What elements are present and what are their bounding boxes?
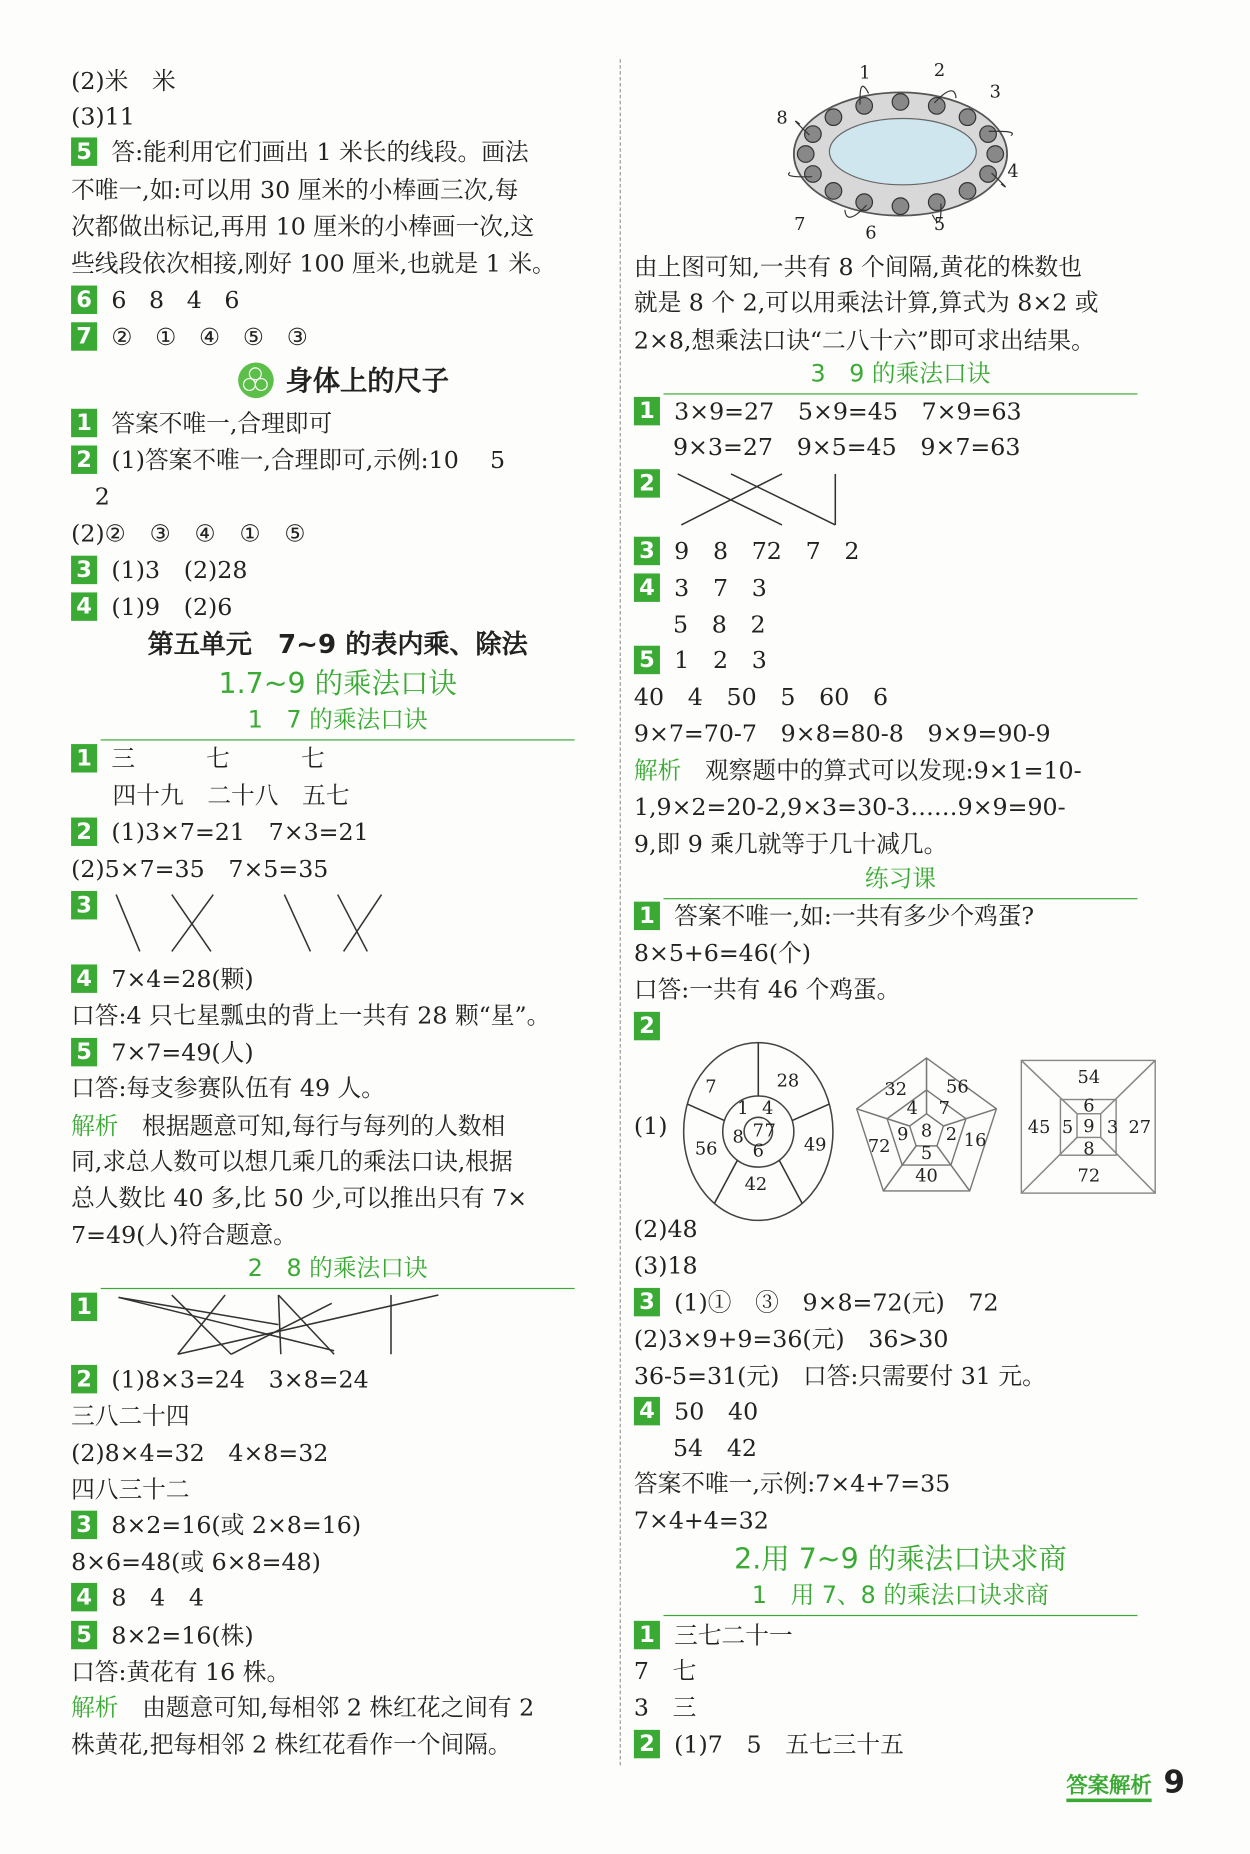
figure-line <box>937 1146 970 1191</box>
answer-line <box>71 1507 361 1543</box>
flower-icon <box>856 98 873 115</box>
figure-number: 8 <box>732 1127 744 1148</box>
question-number-badge: 4 <box>71 964 97 992</box>
figure-line <box>116 895 140 952</box>
flower-icon <box>987 146 1004 163</box>
line-text: 2.用 7~9 的乘法口诀求商 <box>734 1542 1067 1576</box>
section-heading <box>101 666 575 702</box>
answer-line <box>71 1108 505 1144</box>
line-text: 四十九 二十八 五七 <box>112 780 350 810</box>
line-text: 由题意可知,每相邻 2 株红花之间有 2 <box>142 1693 535 1722</box>
question-number-badge: 4 <box>634 573 660 601</box>
line-text: 7 七 <box>633 1656 697 1685</box>
line-text: 54 42 <box>672 1433 757 1463</box>
answer-line <box>113 777 350 813</box>
figure-line <box>714 1160 737 1203</box>
line-text: 9 8 72 7 2 <box>674 536 860 566</box>
answer-line <box>634 1211 698 1247</box>
answer-line <box>71 814 369 850</box>
interval-label: 4 <box>1007 161 1019 182</box>
answer-line <box>634 1108 668 1144</box>
line-text: 1.7~9 的乘法口诀 <box>218 667 457 701</box>
question-number-badge: 5 <box>634 645 660 673</box>
line-text: 8 4 4 <box>111 1582 205 1612</box>
figure-number: 56 <box>946 1077 969 1098</box>
answer-line <box>71 1579 204 1615</box>
answer-line <box>71 319 308 355</box>
line-text: (2)5×7=35 7×5=35 <box>71 854 329 883</box>
question-number-badge: 1 <box>71 1292 97 1320</box>
answer-line <box>634 249 1082 285</box>
line-text: 同,求总人数可以想几乘几的乘法口诀,根据 <box>71 1146 513 1176</box>
answer-line <box>634 1690 696 1726</box>
answer-line <box>71 172 518 208</box>
question-number-badge: 2 <box>634 1729 660 1757</box>
question-number-badge: 3 <box>71 555 97 583</box>
answer-line <box>71 134 529 170</box>
figure-number: 9 <box>897 1125 909 1146</box>
line-text: 2×8,想乘法口诀“二八十六”即可求出结果。 <box>633 325 1095 355</box>
question-number-badge: 2 <box>71 1364 97 1392</box>
question-number-badge: 5 <box>71 137 97 165</box>
answer-line <box>634 1321 949 1357</box>
line-text: (3)18 <box>633 1251 698 1280</box>
line-text: 口答:4 只七星瓢虫的背上一共有 28 颗“星”。 <box>71 1001 551 1030</box>
figure-number: 3 <box>1106 1117 1119 1138</box>
figure-number: 5 <box>920 1144 933 1165</box>
answer-line <box>71 552 247 588</box>
line-text: (2)② ③ ④ ① ⑤ <box>71 518 306 548</box>
answer-line <box>71 589 232 625</box>
cloverleaf-icon <box>238 362 274 398</box>
answer-line <box>634 1502 769 1538</box>
figure-number: 6 <box>1083 1096 1095 1117</box>
answer-line <box>71 442 505 478</box>
answer-line <box>634 1393 758 1429</box>
page-number: 9 <box>1163 1765 1185 1801</box>
answer-line <box>634 972 900 1008</box>
line-text: 7×4+4=32 <box>633 1505 769 1535</box>
question-number-badge: 1 <box>71 408 97 436</box>
flower-icon <box>825 109 842 126</box>
figure-number: 27 <box>1128 1117 1152 1138</box>
answer-line <box>634 322 1095 358</box>
line-text: (1)答案不唯一,合理即可,示例:10 5 <box>111 445 506 474</box>
line-text: 总人数比 40 多,比 50 少,可以推出只有 7× <box>71 1183 528 1213</box>
line-text: 答案不唯一,示例:7×4+7=35 <box>633 1469 951 1498</box>
answer-line <box>634 393 1022 429</box>
section-heading <box>664 358 1138 395</box>
answer-line <box>71 1398 189 1434</box>
section-heading <box>664 863 1138 900</box>
question-number-badge: 3 <box>634 536 660 564</box>
answer-line <box>71 98 135 134</box>
line-text: (1)3 (2)28 <box>111 555 248 585</box>
line-text: 7=49(人)符合题意。 <box>71 1220 297 1249</box>
question-number-badge: 2 <box>71 445 97 473</box>
answer-line <box>71 1544 321 1580</box>
question-number-badge: 2 <box>634 1011 660 1039</box>
answer-line <box>634 284 1099 320</box>
line-text: (2)8×4=32 4×8=32 <box>71 1438 329 1467</box>
figure-number: 49 <box>803 1135 827 1156</box>
line-text: 答案不唯一,如:一共有多少个鸡蛋? <box>674 901 1035 931</box>
answer-line <box>71 961 254 997</box>
figure-line <box>178 1295 439 1354</box>
figure-number: 72 <box>1077 1166 1101 1187</box>
question-number-badge: 3 <box>71 1510 97 1538</box>
line-text: 3×9=27 5×9=45 7×9=63 <box>674 396 1022 426</box>
figure-number: 7 <box>764 1121 776 1142</box>
figure-number: 7 <box>938 1099 950 1120</box>
figure-line <box>1021 1137 1077 1193</box>
answer-line <box>634 1008 674 1044</box>
flower-icon <box>805 166 822 183</box>
answer-line <box>634 466 674 502</box>
section-heading <box>107 364 581 400</box>
line-text: (1)9 (2)6 <box>111 592 233 621</box>
answer-line <box>71 741 325 777</box>
answer-line <box>71 405 332 441</box>
flower-icon <box>959 183 976 200</box>
line-text: 1 7 的乘法口诀 <box>247 704 428 734</box>
question-number-badge: 1 <box>634 1620 660 1648</box>
line-text: 36-5=31(元) 口答:只需要付 31 元。 <box>633 1361 1046 1390</box>
answer-line <box>71 282 239 318</box>
figure-number: 9 <box>1083 1116 1095 1137</box>
section-heading <box>101 704 575 741</box>
answer-line <box>71 245 556 281</box>
answer-line <box>71 998 550 1034</box>
line-text: 就是 8 个 2,可以用乘法计算,算式为 8×2 或 <box>633 287 1099 317</box>
question-number-badge: 5 <box>71 1037 97 1065</box>
line-text: 1,9×2=20-2,9×3=30-3……9×9=90- <box>633 792 1066 822</box>
answer-line <box>634 1653 696 1689</box>
line-text: 7×7=49(人) <box>111 1037 254 1067</box>
flower-icon <box>892 198 909 215</box>
figure-number: 40 <box>915 1166 938 1187</box>
figure-line <box>943 1109 996 1126</box>
figure-number: 16 <box>963 1130 987 1151</box>
line-text: 7×4=28(颗) <box>111 964 254 993</box>
question-number-badge: 3 <box>71 890 97 918</box>
answer-line <box>71 1690 534 1726</box>
analysis-label: 解析 <box>633 755 682 785</box>
answer-line <box>634 716 1051 752</box>
figure-number: 45 <box>1027 1117 1051 1138</box>
line-text: 不唯一,如:可以用 30 厘米的小棒画三次,每 <box>71 175 519 204</box>
figure-number: 56 <box>694 1139 718 1160</box>
question-number-badge: 4 <box>71 592 97 620</box>
line-text: 些线段依次相接,刚好 100 厘米,也就是 1 米。 <box>71 248 556 278</box>
answer-line <box>634 1466 950 1502</box>
answer-line <box>71 1654 290 1690</box>
figure-line <box>1101 1137 1156 1193</box>
line-text: 身体上的尺子 <box>285 366 450 397</box>
answer-line <box>634 1617 793 1653</box>
answer-line <box>71 1726 512 1762</box>
line-text: 6 8 4 6 <box>111 285 240 314</box>
interval-label: 8 <box>776 108 788 129</box>
answer-line <box>634 789 1066 825</box>
line-text: 5 8 2 <box>672 610 766 639</box>
figure-number: 4 <box>906 1099 918 1120</box>
answer-line <box>71 1289 111 1325</box>
line-text: 9×7=70-7 9×8=80-8 9×9=90-9 <box>633 719 1051 748</box>
figure-line <box>1021 1060 1077 1113</box>
answer-line <box>71 1435 328 1471</box>
answer-line <box>71 1070 385 1106</box>
interval-label: 7 <box>794 215 806 236</box>
line-text: ② ① ④ ⑤ ③ <box>111 322 308 351</box>
figure-line <box>779 1160 802 1203</box>
answer-line <box>673 607 766 643</box>
interval-label: 6 <box>865 223 877 244</box>
answer-line <box>634 826 947 862</box>
interval-label: 2 <box>933 61 946 82</box>
figure-line <box>1101 1060 1156 1113</box>
figure-number: 1 <box>737 1099 749 1120</box>
line-text: (2)3×9+9=36(元) 36>30 <box>633 1324 949 1354</box>
analysis-label: 解析 <box>71 1111 119 1140</box>
line-text: 3 7 3 <box>674 573 767 602</box>
answer-line <box>634 1284 999 1320</box>
answer-line <box>71 515 306 551</box>
flower-icon <box>797 146 814 163</box>
line-text: (2)48 <box>633 1214 698 1243</box>
line-text: 8×2=16(株) <box>111 1620 254 1650</box>
line-text: 2 8 的乘法口诀 <box>247 1253 428 1282</box>
line-text: 3 9 的乘法口诀 <box>810 359 991 388</box>
figure-line <box>731 474 835 525</box>
line-text: (1) <box>633 1111 668 1140</box>
answer-line <box>71 1361 369 1397</box>
answer-line <box>634 1248 698 1284</box>
figure-number: 8 <box>920 1121 933 1142</box>
question-number-badge: 2 <box>634 469 660 497</box>
figure-number: 7 <box>705 1077 717 1098</box>
flower-icon <box>980 166 997 183</box>
analysis-label: 解析 <box>71 1693 119 1722</box>
question-number-badge: 2 <box>71 817 97 845</box>
flower-icon <box>892 94 909 111</box>
question-number-badge: 6 <box>71 285 97 313</box>
line-text: 2 <box>94 482 110 511</box>
line-text: 9×3=27 9×5=45 9×7=63 <box>672 432 1021 461</box>
figure-number: 2 <box>945 1125 958 1146</box>
answer-line <box>634 1358 1046 1394</box>
line-text: (1)3×7=21 7×3=21 <box>111 817 369 846</box>
line-text: 3 三 <box>633 1693 697 1722</box>
line-text: 1 2 3 <box>674 645 767 675</box>
answer-line <box>71 1180 527 1216</box>
line-text: 株黄花,把每相邻 2 株红花看作一个间隔。 <box>71 1729 512 1759</box>
answer-line <box>634 935 811 971</box>
line-text: 答案不唯一,合理即可 <box>111 408 333 438</box>
flower-icon <box>825 183 842 200</box>
section-heading <box>664 1541 1138 1577</box>
interval-label: 5 <box>933 215 946 236</box>
interval-label: 1 <box>859 63 871 84</box>
answer-line <box>634 1726 904 1762</box>
figure-number: 72 <box>867 1136 891 1157</box>
answer-line <box>673 1430 757 1466</box>
figure-number: 54 <box>1077 1068 1101 1089</box>
question-number-badge: 1 <box>634 396 660 424</box>
figure-number: 6 <box>752 1141 764 1162</box>
line-text: 口答:每支参赛队伍有 49 人。 <box>71 1073 385 1102</box>
answer-line <box>71 887 111 923</box>
figure-number: 32 <box>884 1080 908 1101</box>
line-text: 9,即 9 乘几就等于几十减几。 <box>633 829 948 858</box>
line-text: 8×5+6=46(个) <box>633 938 812 967</box>
pond <box>829 118 976 184</box>
line-text: 由上图可知,一共有 8 个间隔,黄花的株数也 <box>633 252 1082 281</box>
interval-label: 3 <box>989 82 1001 103</box>
line-text: 答:能利用它们画出 1 米长的线段。画法 <box>111 137 529 166</box>
answer-line <box>634 752 1082 788</box>
line-text: (1)8×3=24 3×8=24 <box>111 1364 369 1394</box>
answer-line <box>71 1217 297 1253</box>
question-number-badge: 5 <box>71 1620 97 1648</box>
figure-line <box>792 1104 829 1120</box>
figure-number: 7 <box>752 1121 764 1142</box>
answer-line <box>71 1617 254 1653</box>
line-text: 40 4 50 5 60 6 <box>633 682 889 711</box>
answer-line <box>71 209 534 245</box>
question-number-badge: 4 <box>71 1582 97 1610</box>
line-text: (1)① ③ 9×8=72(元) 72 <box>674 1287 999 1317</box>
answer-line <box>634 898 1034 934</box>
figure-line <box>857 1109 910 1126</box>
line-text: 第五单元 7~9 的表内乘、除法 <box>147 630 528 660</box>
line-text: 四八三十二 <box>71 1475 190 1504</box>
page-footer <box>1066 1765 1185 1801</box>
answer-line <box>71 63 176 99</box>
flower-icon <box>928 194 945 211</box>
figure-number: 4 <box>762 1099 774 1120</box>
question-number-badge: 1 <box>634 901 660 929</box>
figure-number: 5 <box>1061 1117 1074 1138</box>
answer-line <box>71 1034 254 1070</box>
figure-number: 42 <box>744 1174 768 1195</box>
line-text: 50 40 <box>674 1396 759 1426</box>
line-text: 口答:黄花有 16 株。 <box>71 1657 291 1687</box>
flower-icon <box>959 109 976 126</box>
line-text: 练习课 <box>864 863 937 893</box>
figure-line <box>278 1295 280 1354</box>
question-number-badge: 3 <box>634 1287 660 1315</box>
figure-line <box>118 1297 278 1324</box>
answer-line <box>634 533 860 569</box>
figure-number: 28 <box>776 1071 800 1092</box>
figure-line <box>284 895 310 952</box>
line-text: 三八二十四 <box>71 1401 190 1431</box>
line-text: 口答:一共有 46 个鸡蛋。 <box>633 975 901 1004</box>
line-text: 次都做出标记,再用 10 厘米的小棒画一次,这 <box>71 212 535 241</box>
line-text: 根据题意可知,每行与每列的人数相 <box>142 1111 506 1140</box>
line-text: 8×2=16(或 2×8=16) <box>111 1510 362 1540</box>
answer-line <box>634 570 767 606</box>
figure-number: 8 <box>1083 1139 1095 1160</box>
line-text: 观察题中的算式可以发现:9×1=10- <box>704 755 1082 785</box>
footer-label: 答案解析 <box>1066 1774 1151 1802</box>
section-heading <box>101 1252 575 1289</box>
answer-line <box>634 679 888 715</box>
section-heading <box>664 1579 1138 1616</box>
line-text: (1)7 5 五七三十五 <box>674 1729 904 1759</box>
line-text: (3)11 <box>71 101 135 131</box>
line-text: 三七二十一 <box>674 1620 793 1650</box>
flower-icon <box>805 126 822 143</box>
answer-line <box>673 429 1020 465</box>
answer-line <box>634 642 767 678</box>
flower-icon <box>980 126 997 143</box>
answer-line <box>71 851 328 887</box>
line-text: (2)米 米 <box>71 66 176 95</box>
question-number-badge: 7 <box>71 322 97 350</box>
answer-line <box>95 479 110 515</box>
line-text: 8×6=48(或 6×8=48) <box>71 1547 321 1576</box>
answer-line <box>71 1143 513 1179</box>
line-text: 1 用 7、8 的乘法口诀求商 <box>751 1580 1050 1609</box>
line-text: 三 七 七 <box>111 744 325 773</box>
question-number-badge: 4 <box>634 1396 660 1424</box>
section-heading <box>101 628 575 664</box>
question-number-badge: 1 <box>71 743 97 771</box>
figure-line <box>687 1104 724 1120</box>
answer-line <box>71 1472 189 1508</box>
